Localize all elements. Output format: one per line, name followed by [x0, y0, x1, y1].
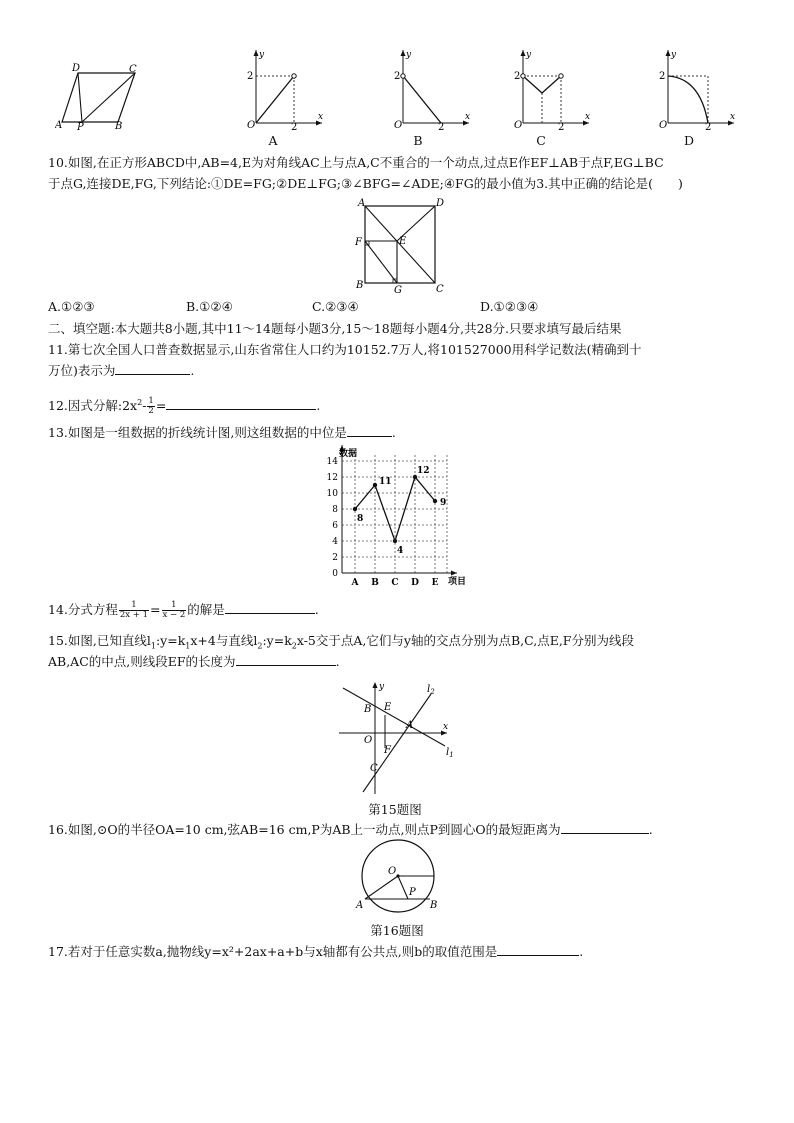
label-a: A: [55, 120, 63, 130]
label-l1-letter: l: [446, 747, 450, 758]
q14-fraction-left: [119, 601, 149, 620]
y-tick-label: 4: [332, 537, 338, 547]
origin-label: O: [394, 120, 403, 130]
x-label: x: [730, 112, 736, 122]
y-label: y: [671, 50, 677, 60]
q13-answer-blank[interactable]: [347, 423, 392, 437]
q15-text: x-5交于点A,它们与y轴的交点分别为点B,C,点E,F分别为线段: [296, 633, 634, 648]
q15-caption: 第15题图: [368, 802, 422, 817]
tick-label: 2: [514, 71, 521, 82]
q16-text: 16.如图,⊙O的半径OA=10 cm,弦AB=16 cm,P为AB上一动点,则点P到圆心O的最短距离为: [48, 822, 561, 837]
q10-line2: 于点G,连接DE,FG,下列结论:①DE=FG;②DE⊥FG;③∠BFG=∠ADE;④FG的最小值为3.其中正确的结论是( ): [48, 176, 683, 191]
x-tick-label: E: [431, 578, 439, 587]
open-point: [559, 74, 563, 78]
q12-answer-blank[interactable]: [166, 396, 316, 410]
label-l1: [446, 747, 454, 759]
square-figure: [352, 197, 444, 293]
graph-option-a: [238, 45, 328, 130]
origin-label: O: [659, 120, 668, 130]
label-c: C: [370, 763, 378, 774]
x-tick-label: D: [411, 578, 419, 587]
data-point: [433, 499, 437, 503]
q15-text: :y=k: [155, 633, 186, 648]
q17-text: 17.若对于任意实数a,抛物线y=x²+2ax+a+b与x轴都有公共点,则b的取值范围是: [48, 944, 498, 959]
x-arrow-icon: [451, 571, 457, 576]
q15-line2: AB,AC的中点,则线段EF的长度为 .: [48, 654, 340, 669]
subscript: 2: [291, 641, 297, 651]
data-point: [393, 539, 397, 543]
y-arrow-icon: [254, 50, 259, 56]
label-l2-sub: 2: [430, 688, 435, 696]
y-label: y: [406, 50, 412, 60]
x-tick-label: C: [391, 578, 399, 587]
q10-option-c[interactable]: C.②③④: [312, 299, 359, 314]
y-arrow-icon: [401, 50, 406, 56]
y-arrow-icon: [666, 50, 671, 56]
tick-label: 2: [659, 71, 666, 82]
q14-equals: =: [150, 602, 161, 617]
label-b: B: [115, 121, 123, 130]
origin-label: O: [247, 120, 256, 130]
fraction-denominator: 2: [148, 406, 154, 417]
section2-heading: 二、填空题:本大题共8小题,其中11～14题每小题3分,15～18题每小题4分,共28分.只要求填写最后结果: [48, 321, 622, 336]
q15-text: 15.如图,已知直线l: [48, 633, 151, 648]
label-f: F: [355, 237, 362, 248]
data-label: 11: [379, 477, 392, 487]
label-l2: [427, 684, 435, 696]
q14-suffix: 的解是: [187, 602, 225, 617]
q14-line: 14.分式方程 $\frac{1}{2x + 1}$ = $\frac{1}{x - 2}$ 的解是 .: [48, 600, 319, 620]
subscript: 2: [257, 641, 263, 651]
data-label: 12: [417, 466, 430, 476]
q16-line: 16.如图,⊙O的半径OA=10 cm,弦AB=16 cm,P为AB上一动点,则点P到圆心O的最短距离为 .: [48, 822, 653, 837]
x-label: x: [318, 112, 324, 122]
label-d: D: [72, 63, 81, 74]
label-g: G: [394, 285, 402, 293]
radius-oa: [365, 876, 398, 899]
tick-label: 2: [558, 122, 565, 130]
label-l2-letter: l: [427, 684, 431, 695]
label-b: B: [364, 704, 372, 715]
q10-line1: 10.如图,在正方形ABCD中,AB=4,E为对角线AC上与点A,C不重合的一个动点,过点E作EF⊥AB于点F,EG⊥BC: [48, 155, 664, 170]
label-c: C: [436, 284, 444, 293]
graph-curve: [256, 76, 294, 123]
subscript: 1: [150, 641, 156, 651]
y-arrow-icon: [521, 50, 526, 56]
parallelogram-figure: [55, 60, 145, 130]
y-label: y: [259, 50, 265, 60]
tick-label: 2: [394, 71, 401, 82]
label-c: C: [129, 64, 137, 75]
x-label: x: [585, 112, 591, 122]
line-l2: [363, 694, 431, 792]
tick-label: 2: [438, 122, 445, 130]
x-label: x: [443, 722, 449, 732]
q13-text: 13.如图是一组数据的折线统计图,则这组数据的中位是: [48, 425, 347, 440]
graph-option-d: [650, 45, 740, 130]
y-tick-label: 8: [332, 505, 338, 515]
label-e: E: [399, 236, 407, 247]
graph-curve: [668, 76, 708, 123]
q12-exponent: 2: [137, 398, 143, 407]
x-tick-label: A: [351, 578, 359, 587]
q10-option-b[interactable]: B.①②④: [186, 299, 233, 314]
center-point: [396, 874, 399, 877]
q11-text: 万位)表示为: [48, 363, 116, 378]
q14-answer-blank[interactable]: [225, 600, 315, 614]
y-label: y: [526, 50, 532, 60]
y-tick-label: 10: [326, 489, 338, 499]
label-e: E: [384, 702, 392, 713]
q12-line: 12.因式分解$:2x^2-$ $\frac{1}{2}$ = .: [48, 396, 321, 417]
open-point: [401, 74, 405, 78]
q11-line2: 万位)表示为 .: [48, 363, 195, 378]
y-tick-label: 14: [326, 457, 338, 467]
q16-answer-blank[interactable]: [561, 820, 649, 834]
tick-label: 2: [291, 122, 298, 130]
q13-line: 13.如图是一组数据的折线统计图,则这组数据的中位是 .: [48, 425, 396, 440]
parallelogram-shape: [62, 73, 135, 122]
graph-option-b: [385, 45, 475, 130]
q15-text: x+4与直线l: [190, 633, 258, 648]
q12-minus: -: [142, 398, 147, 414]
subscript: 1: [185, 641, 191, 651]
label-f: F: [384, 745, 391, 756]
q17-line: 17.若对于任意实数a,抛物线y=x²+2ax+a+b与x轴都有公共点,则b的取值范围是 .: [48, 944, 584, 959]
q14-fraction-right: [162, 601, 187, 620]
origin-label: O: [514, 120, 523, 130]
fraction-denominator: x − 2: [162, 610, 186, 620]
data-point: [373, 483, 377, 487]
y-tick-label: 0: [332, 569, 338, 579]
q12-text: 12.因式分解:2x: [48, 398, 138, 414]
q16-caption: 第16题图: [370, 923, 424, 938]
option-label-a: A: [268, 133, 278, 148]
q15-text: :y=k: [262, 633, 292, 648]
y-tick-label: 6: [332, 521, 338, 531]
chart-xlabel: 项目: [448, 577, 467, 587]
graph-curve: [523, 76, 561, 93]
fraction-denominator: 2x + 1: [119, 610, 149, 620]
q15-answer-blank[interactable]: [236, 652, 336, 666]
label-b: B: [356, 280, 364, 291]
data-point: [353, 507, 357, 511]
fraction-numerator: 1: [148, 396, 154, 407]
q11-line1: 11.第七次全国人口普查数据显示,山东省常住人口约为10152.7万人,将101527000用科学记数法(精确到十: [48, 342, 642, 357]
y-tick-label: 12: [326, 473, 338, 483]
label-d: D: [436, 198, 444, 209]
fraction-numerator: 1: [119, 601, 149, 611]
label-o: O: [364, 735, 373, 746]
segment-pd: [78, 73, 82, 122]
line-chart: [312, 441, 482, 587]
label-l1-sub: 1: [449, 751, 454, 759]
option-label-d: D: [683, 133, 695, 148]
label-o: O: [388, 866, 397, 877]
segment-fg: [365, 241, 397, 283]
circle-figure: [352, 838, 442, 914]
label-p: P: [77, 122, 84, 130]
chart-ylabel: 数据: [339, 449, 358, 459]
open-point: [292, 74, 296, 78]
label-a: A: [356, 900, 364, 911]
q10-option-d[interactable]: D.①②③④: [480, 299, 539, 314]
q12-fraction: [147, 397, 154, 416]
q15-text: AB,AC的中点,则线段EF的长度为: [48, 654, 236, 669]
chart-marks: [353, 466, 446, 556]
graph-curve: [403, 76, 441, 123]
option-label-c: C: [536, 133, 546, 148]
data-label: 4: [397, 546, 404, 556]
data-label: 9: [440, 498, 447, 508]
label-p: P: [409, 887, 416, 898]
fraction-numerator: 1: [162, 601, 187, 611]
y-label: y: [379, 682, 385, 692]
segment-op: [398, 876, 408, 899]
q17-answer-blank[interactable]: [497, 942, 579, 956]
graph-option-c: [505, 45, 595, 130]
q10-option-a[interactable]: A.①②③: [48, 299, 95, 314]
option-label-b: B: [413, 133, 423, 148]
tick-label: 2: [247, 71, 254, 82]
label-a: A: [358, 198, 366, 209]
data-label: 8: [357, 514, 364, 524]
open-point: [521, 74, 525, 78]
y-arrow-icon: [373, 682, 378, 688]
label-b: B: [430, 900, 438, 911]
x-tick-label: B: [371, 578, 379, 587]
tick-label: 2: [705, 122, 712, 130]
q12-equals: =: [155, 398, 167, 414]
y-tick-label: 2: [332, 553, 338, 563]
lines-figure: [335, 678, 465, 796]
q14-text: 14.分式方程: [48, 602, 118, 617]
q11-answer-blank[interactable]: [115, 361, 190, 375]
label-a: A: [406, 720, 414, 731]
x-label: x: [465, 112, 471, 122]
